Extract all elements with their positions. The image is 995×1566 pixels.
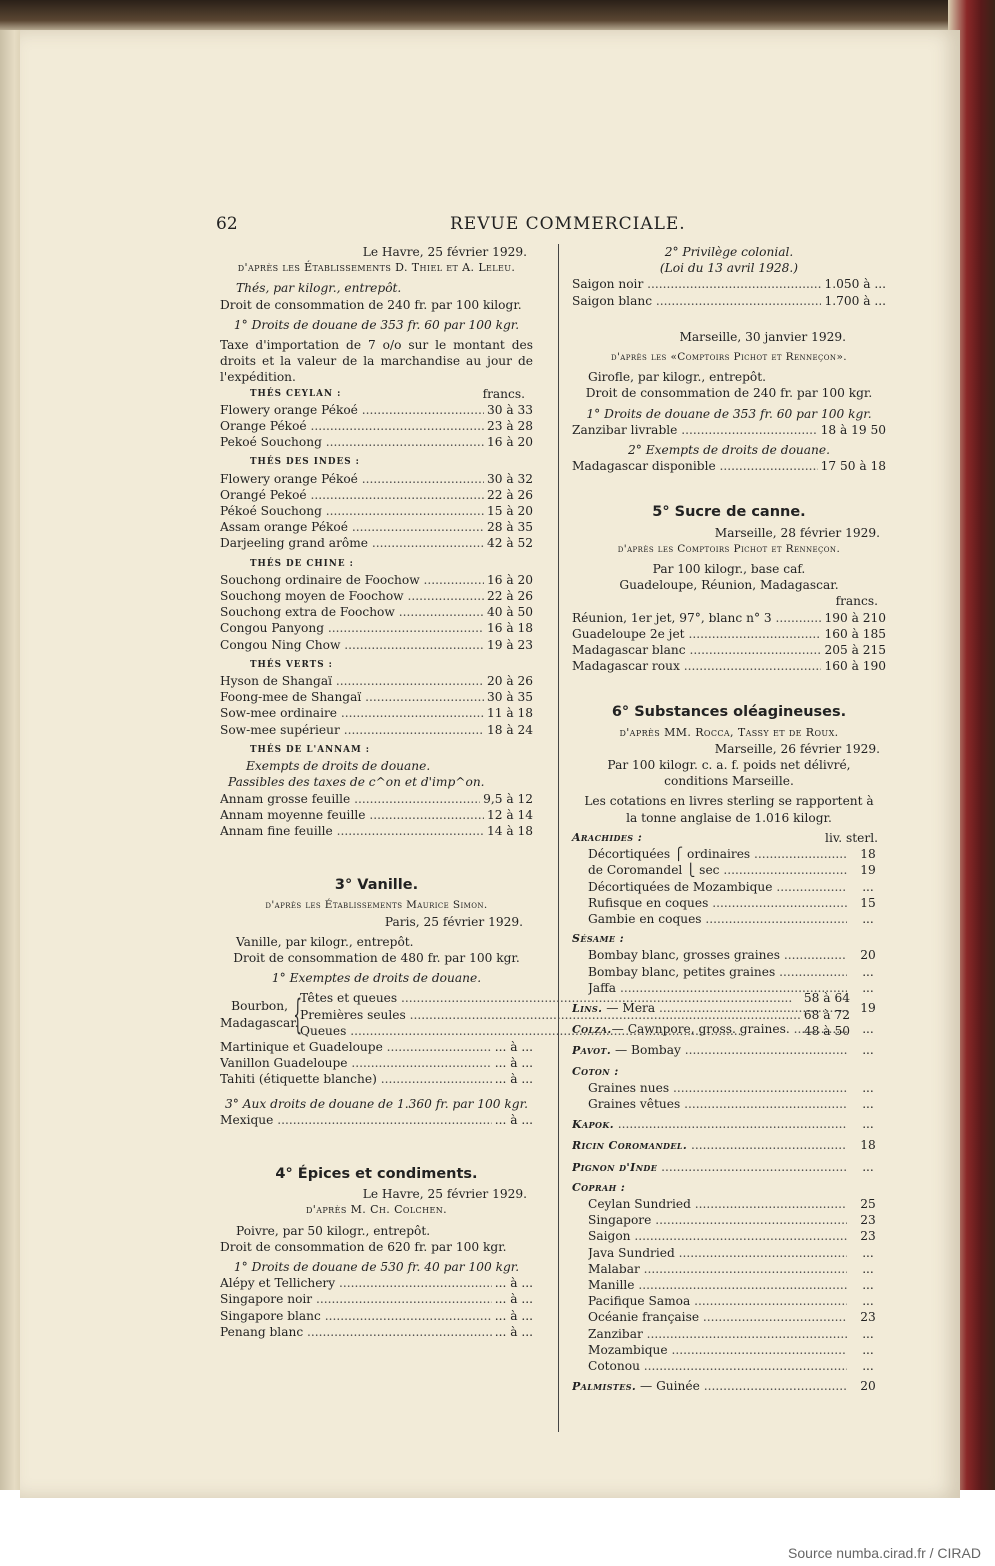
- item-name: Penang blanc .....: [220, 1324, 492, 1340]
- item-name: Mozambique .....: [588, 1342, 847, 1358]
- coprah-list: [572, 1196, 886, 1374]
- price-row: [572, 1212, 886, 1228]
- item-name: Saigon noir .....: [572, 276, 821, 292]
- item-name: Singapore .....: [588, 1212, 847, 1228]
- verts-list: [220, 673, 533, 738]
- item-value: ... à ...: [494, 1039, 533, 1054]
- item-name: Souchong moyen de Foochow .....: [220, 588, 484, 604]
- item-value: ...: [862, 1080, 874, 1095]
- sucre-heading: 5° Sucre de canne.: [652, 504, 806, 521]
- page-paper: [20, 30, 960, 1498]
- epices-droits: 1° Droits de douane de 530 fr. 40 par 100 kgr.: [233, 1259, 520, 1274]
- arachides-list: [572, 846, 886, 927]
- item-value: 23: [860, 1229, 876, 1244]
- price-row: [220, 402, 533, 418]
- ceylan-label: THÉS CEYLAN :: [250, 388, 342, 399]
- vanille-others-list: [220, 1039, 533, 1088]
- price-row: [220, 604, 533, 620]
- price-row: [572, 1277, 886, 1293]
- price-row: [572, 642, 886, 658]
- item-name: Malabar .....: [588, 1261, 847, 1277]
- brace-glyph: {: [293, 991, 303, 1038]
- price-row: [220, 418, 533, 434]
- item-value: 1.050 à ...: [824, 277, 886, 292]
- price-row: [572, 1228, 886, 1244]
- arachides-label: Arachides :: [572, 830, 643, 844]
- item-value: 14 à 18: [486, 823, 533, 838]
- item-name: Flowery orange Pékoé .....: [220, 402, 484, 418]
- item-value: ...: [862, 1261, 874, 1276]
- column-rule: [558, 244, 559, 1432]
- item-name: Tahiti (étiquette blanche) .....: [220, 1071, 492, 1087]
- epices-heading: 4° Épices et condiments.: [275, 1165, 478, 1182]
- item-value: 30 à 33: [486, 402, 533, 417]
- item-name: Guadeloupe 2e jet .....: [572, 626, 821, 642]
- epices-place-date: Le Havre, 25 février 1929.: [362, 1187, 527, 1202]
- item-name: Vanillon Guadeloupe .....: [220, 1055, 492, 1071]
- item-value: ... à ...: [494, 1324, 533, 1339]
- vanille-place-date: Paris, 25 février 1929.: [384, 914, 523, 929]
- item-name: Queues .....: [300, 1023, 801, 1039]
- source-credit: Source numba.cirad.fr / CIRAD: [788, 1545, 981, 1561]
- item-value: 205 à 215: [824, 643, 886, 658]
- item-name: Souchong ordinaire de Foochow .....: [220, 572, 484, 588]
- girofle-place-date: Marseille, 30 janvier 1929.: [679, 329, 846, 344]
- item-name: Annam fine feuille .....: [220, 823, 484, 839]
- price-row: [220, 535, 533, 551]
- item-name: Gambie en coques .....: [588, 911, 847, 927]
- price-row: [572, 626, 886, 642]
- item-name: Flowery orange Pékoé .....: [220, 471, 484, 487]
- item-value: 20: [860, 948, 876, 963]
- the-product: Thés, par kilogr., entrepôt.: [236, 281, 402, 296]
- indes-list: [220, 471, 533, 552]
- price-row: [572, 610, 886, 626]
- the-place-date: Le Havre, 25 février 1929.: [362, 245, 527, 259]
- item-value: ...: [862, 1245, 874, 1260]
- vanille-exempt: 1° Exemptes de droits de douane.: [271, 971, 482, 986]
- item-value: 15 à 20: [486, 504, 533, 519]
- ceylan-list: [220, 402, 533, 451]
- item-name: Hyson de Shangaï .....: [220, 673, 484, 689]
- price-row: [572, 1261, 886, 1277]
- item-value: 22 à 26: [486, 487, 533, 502]
- vanille-origin: d'après les Établissements Maurice Simon.: [265, 899, 488, 912]
- price-row: [220, 471, 533, 487]
- item-name: Souchong extra de Foochow .....: [220, 604, 484, 620]
- item-name: Manille .....: [588, 1277, 847, 1293]
- item-name: Bombay blanc, petites graines .....: [588, 964, 847, 980]
- price-row: [220, 434, 533, 450]
- item-name: Décortiquées ⎧ ordinaires .....: [588, 846, 847, 862]
- item-name: de Coromandel ⎩ sec .....: [588, 862, 847, 878]
- item-value: 9,5 à 12: [483, 791, 533, 806]
- item-value: 68 à 72: [803, 1007, 850, 1022]
- price-row: [572, 1245, 886, 1261]
- item-name: Annam grosse feuille .....: [220, 791, 480, 807]
- item-name: Jaffa .....: [588, 980, 847, 996]
- item-name: Assam orange Pékoé .....: [220, 519, 484, 535]
- ricin-row: Ricin Coromandel. ..... 18: [572, 1137, 886, 1154]
- price-row: [220, 588, 533, 604]
- price-row: [572, 862, 886, 878]
- privilege-loi: (Loi du 13 avril 1928.): [659, 261, 799, 276]
- item-value: 30 à 35: [486, 690, 533, 705]
- price-row: [572, 1080, 886, 1096]
- item-name: Alépy et Tellichery .....: [220, 1275, 492, 1291]
- pignon-row: Pignon d'Inde ..... ...: [572, 1159, 886, 1176]
- item-value: 22 à 26: [486, 589, 533, 604]
- indes-label: THÉS DES INDES :: [250, 457, 360, 468]
- right-column: [572, 244, 886, 1395]
- chine-label: THÉS DE CHINE :: [250, 558, 354, 569]
- sucre-base: Par 100 kilogr., base caf. Guadeloupe, Réunion, Madagascar.: [619, 562, 839, 593]
- item-value: 19: [860, 863, 876, 878]
- vanille-aux-droits: 3° Aux droits de douane de 1.360 fr. par 100 kgr.: [225, 1096, 528, 1111]
- madagascar-row: Madagascar disponible ..... 17 50 à 18: [572, 458, 886, 474]
- item-value: 12 à 14: [486, 807, 533, 822]
- item-name: Darjeeling grand arôme .....: [220, 535, 484, 551]
- price-row: [220, 1039, 533, 1055]
- item-name: Premières seules .....: [300, 1007, 801, 1023]
- item-name: Java Sundried .....: [588, 1245, 847, 1261]
- item-name: Congou Panyong .....: [220, 620, 484, 636]
- item-name: Madagascar blanc .....: [572, 642, 821, 658]
- item-value: 23 à 28: [486, 419, 533, 434]
- item-value: ... à ...: [494, 1276, 533, 1291]
- sucre-unit: francs.: [835, 594, 878, 609]
- item-value: 18: [860, 847, 876, 862]
- sesame-label: Sésame :: [572, 932, 625, 946]
- lins-row: Lins. — Mera ..... 19: [572, 1000, 886, 1017]
- price-row: [220, 689, 533, 705]
- price-row: [220, 620, 533, 636]
- the-conso: Droit de consommation de 240 fr. par 100 kilogr.: [220, 297, 522, 312]
- price-row: [572, 1293, 886, 1309]
- item-value: 48 à 50: [803, 1023, 850, 1038]
- item-value: 190 à 210: [824, 610, 886, 625]
- coton-label: Coton :: [572, 1064, 619, 1078]
- item-value: ...: [862, 879, 874, 894]
- item-name: Sow-mee supérieur .....: [220, 722, 484, 738]
- price-row: [572, 980, 886, 996]
- item-name: Graines nues .....: [588, 1080, 847, 1096]
- item-value: ...: [862, 1358, 874, 1373]
- page-number: 62: [216, 214, 238, 234]
- item-value: 25: [860, 1196, 876, 1211]
- price-row: [572, 293, 886, 309]
- price-row: [572, 846, 886, 862]
- item-name: Annam moyenne feuille .....: [220, 807, 484, 823]
- item-name: Océanie française .....: [588, 1309, 847, 1325]
- oleagineux-base: Par 100 kilogr. c. a. f. poids net délivré, conditions Marseille.: [607, 758, 851, 789]
- price-row: [220, 705, 533, 721]
- price-row: [220, 503, 533, 519]
- vanille-conso: Droit de consommation de 480 fr. par 100 kgr.: [233, 950, 520, 965]
- item-name: Pékoé Souchong .....: [220, 503, 484, 519]
- price-row: [220, 1308, 533, 1324]
- price-row: [572, 964, 886, 980]
- price-row: [572, 1096, 886, 1112]
- item-value: ...: [862, 980, 874, 995]
- price-row: [572, 658, 886, 674]
- item-value: ... à ...: [494, 1056, 533, 1071]
- price-row: [572, 895, 886, 911]
- price-row: [572, 947, 886, 963]
- item-name: Têtes et queues .....: [300, 990, 801, 1006]
- item-value: 1.700 à ...: [824, 293, 886, 308]
- item-value: 19 à 23: [486, 637, 533, 652]
- item-value: 16 à 18: [486, 621, 533, 636]
- item-name: Graines vêtues .....: [588, 1096, 847, 1112]
- girofle-droits: 1° Droits de douane de 353 fr. 60 par 100 kgr.: [586, 406, 872, 421]
- annam-list: [220, 791, 533, 840]
- bourbon-label: Bourbon, Madagascar.: [220, 999, 299, 1030]
- item-name: Singapore noir .....: [220, 1291, 492, 1307]
- the-origin: d'après les Établissements D. Thiel et A. Leleu.: [237, 261, 516, 275]
- item-value: 160 à 185: [824, 626, 886, 641]
- livsterl-unit: liv. sterl.: [825, 830, 878, 845]
- annam-note-taxes: Passibles des taxes de c^on et d'imp^on.: [228, 775, 485, 790]
- girofle-product: Girofle, par kilogr., entrepôt.: [588, 370, 766, 385]
- kapok-row: Kapok. ..... ...: [572, 1116, 886, 1133]
- item-value: ... à ...: [494, 1308, 533, 1323]
- item-name: Congou Ning Chow .....: [220, 637, 484, 653]
- francs-unit: francs.: [482, 386, 525, 401]
- item-name: Saigon blanc .....: [572, 293, 821, 309]
- item-name: Décortiquées de Mozambique .....: [588, 879, 847, 895]
- item-value: ...: [862, 1342, 874, 1357]
- item-value: 28 à 35: [486, 520, 533, 535]
- price-row: [572, 276, 886, 292]
- item-value: ...: [862, 1294, 874, 1309]
- girofle-origin: d'après les «Comptoirs Pichot et Renneçon».: [610, 351, 848, 364]
- coton-list: [572, 1080, 886, 1112]
- item-value: 11 à 18: [486, 706, 533, 721]
- sucre-origin: d'après les Comptoirs Pichot et Renneçon.: [617, 542, 841, 555]
- item-value: 42 à 52: [486, 536, 533, 551]
- pavot-row: Pavot. — Bombay ..... ...: [572, 1042, 886, 1059]
- item-name: Bombay blanc, grosses graines .....: [588, 947, 847, 963]
- item-value: 30 à 32: [486, 471, 533, 486]
- price-row: [572, 879, 886, 895]
- annam-label: THÉS DE L'ANNAM :: [250, 744, 371, 755]
- price-row: [220, 572, 533, 588]
- item-value: 58 à 64: [803, 991, 850, 1006]
- item-value: ...: [862, 1096, 874, 1111]
- item-name: Pekoé Souchong .....: [220, 434, 484, 450]
- price-row: [572, 1326, 886, 1342]
- girofle-conso: Droit de consommation de 240 fr. par 100 kgr.: [585, 386, 873, 401]
- epices-product: Poivre, par 50 kilogr., entrepôt.: [236, 1223, 431, 1238]
- item-value: ...: [862, 911, 874, 926]
- zanzibar-row: Zanzibar livrable ..... 18 à 19 50: [572, 422, 886, 438]
- item-value: ...: [862, 1326, 874, 1341]
- price-row: [220, 1324, 533, 1340]
- price-row: [220, 1071, 533, 1087]
- price-row: [220, 1055, 533, 1071]
- epices-conso: Droit de consommation de 620 fr. par 100 kgr.: [220, 1239, 507, 1254]
- item-name: Réunion, 1er jet, 97°, blanc n° 3 .....: [572, 610, 821, 626]
- price-row: [220, 673, 533, 689]
- epices-list: [220, 1275, 533, 1340]
- item-value: 23: [860, 1310, 876, 1325]
- price-row: [572, 1342, 886, 1358]
- privilege-heading: 2° Privilège colonial.: [664, 245, 794, 259]
- colza-row: Colza.— Cawnpore, gross. graines. ..... ...: [572, 1021, 886, 1038]
- oleagineux-heading: 6° Substances oléagineuses.: [611, 704, 847, 721]
- coprah-label: Coprah :: [572, 1180, 626, 1194]
- price-row: [220, 637, 533, 653]
- item-value: 40 à 50: [486, 605, 533, 620]
- item-value: 23: [860, 1213, 876, 1228]
- girofle-exempts: 2° Exempts de droits de douane.: [628, 443, 830, 458]
- item-value: ...: [862, 1277, 874, 1292]
- chine-list: [220, 572, 533, 653]
- item-name: Cotonou .....: [588, 1358, 847, 1374]
- item-value: 16 à 20: [486, 572, 533, 587]
- item-value: ...: [862, 964, 874, 979]
- epices-origin: d'après M. Ch. Colchen.: [305, 1203, 447, 1217]
- mexique-row: Mexique ..... ... à ...: [220, 1112, 533, 1128]
- verts-label: THÉS VERTS :: [250, 659, 333, 670]
- annam-note-exempt: Exempts de droits de douane.: [246, 759, 431, 774]
- item-name: Singapore blanc .....: [220, 1308, 492, 1324]
- item-value: ... à ...: [494, 1072, 533, 1087]
- price-row: [220, 487, 533, 503]
- item-name: Zanzibar .....: [588, 1326, 847, 1342]
- item-name: Orangé Pekoé .....: [220, 487, 484, 503]
- sesame-list: [572, 947, 886, 996]
- item-name: Pacifique Samoa .....: [588, 1293, 847, 1309]
- oleagineux-place-date: Marseille, 26 février 1929.: [714, 741, 880, 756]
- sucre-place-date: Marseille, 28 février 1929.: [714, 525, 880, 540]
- privilege-list: [572, 276, 886, 308]
- item-value: 160 à 190: [824, 659, 886, 674]
- oleagineux-origin: d'après MM. Rocca, Tassy et de Roux.: [619, 725, 839, 739]
- price-row: [220, 519, 533, 535]
- vanille-product: Vanille, par kilogr., entrepôt.: [236, 934, 414, 949]
- book-top-edge: [0, 0, 995, 34]
- item-value: 15: [860, 895, 876, 910]
- item-value: 20 à 26: [486, 674, 533, 689]
- price-row: [572, 1358, 886, 1374]
- the-droits: 1° Droits de douane de 353 fr. 60 par 100 kgr.: [233, 317, 520, 332]
- price-row: [220, 1275, 533, 1291]
- price-row: [220, 791, 533, 807]
- item-name: Sow-mee ordinaire .....: [220, 705, 484, 721]
- item-name: Rufisque en coques .....: [588, 895, 847, 911]
- item-name: Orange Pékoé .....: [220, 418, 484, 434]
- palmistes-row: Palmistes. — Guinée ..... 20: [572, 1378, 886, 1395]
- item-name: Madagascar roux .....: [572, 658, 821, 674]
- running-header: [20, 210, 960, 240]
- sucre-list: [572, 610, 886, 675]
- price-row: [220, 722, 533, 738]
- journal-title: REVUE COMMERCIALE.: [450, 214, 686, 234]
- price-row: [572, 1309, 886, 1325]
- item-value: 16 à 20: [486, 435, 533, 450]
- price-row: [572, 911, 886, 927]
- the-taxe: Taxe d'importation de 7 o/o sur le montant des droits et la valeur de la marchandise au jour de l'expédition.: [220, 338, 533, 385]
- item-value: 18 à 24: [486, 722, 533, 737]
- item-name: Ceylan Sundried .....: [588, 1196, 847, 1212]
- price-row: [220, 1291, 533, 1307]
- item-value: ... à ...: [494, 1292, 533, 1307]
- price-row: [572, 1196, 886, 1212]
- oleagineux-cotations: Les cotations en livres sterling se rapportent à la tonne anglaise de 1.016 kilogr.: [584, 794, 874, 825]
- item-name: Foong-mee de Shangaï .....: [220, 689, 484, 705]
- price-row: [220, 807, 533, 823]
- vanille-heading: 3° Vanille.: [334, 877, 419, 894]
- item-name: Martinique et Guadeloupe .....: [220, 1039, 492, 1055]
- item-name: Saigon .....: [588, 1228, 847, 1244]
- price-row: [220, 823, 533, 839]
